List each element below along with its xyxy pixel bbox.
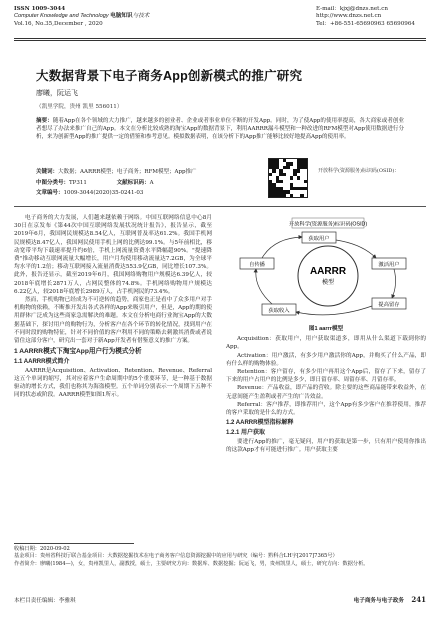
paper-title: 大数据背景下电子商务App创新模式的推广研究 [36, 69, 303, 83]
aarrr-center-label: AARRR [309, 266, 347, 277]
keywords-text: 大数据；AARRR模型；电子商务；RFM模型；App推广 [58, 169, 197, 175]
figure-caption: 图1 aarrr模型 [308, 326, 344, 332]
figure-top-label: 开放科学(资源服务)标识码(OSID) [288, 221, 368, 228]
arrow-ref-acq [262, 237, 302, 258]
footer-editor: 本栏目责任编辑：李雅琪 [14, 598, 76, 604]
aarrr-center-sublabel: 模型 [321, 280, 335, 286]
classification-line [36, 178, 182, 186]
header-rule [14, 38, 426, 39]
body-paragraph: 然而，手机购物已经成为不可逆转的趋势，商家也正是看中了众多用户对手机购物的依赖，不断推开发出各式各样的App来吸引用户，但是，App的期的使用群体广泛成为这些商家急需解决的难题。本文在分析电商行业淘宝App的大数据基础下，探讨用户的购物行为，分析客户在各个环节的转化情况，找到用户在不同时段的购物特征，针对不同价值的客户利用不同的策略去刺激其消费或者说留住这部分客户，研究出一套对于新App开发者有借鉴意义的推广方案。 [14, 297, 212, 345]
footnote-rule [14, 543, 134, 544]
journal-email: E-mail：kjxj@dnzs.net.cn [316, 6, 388, 12]
section-heading-1: 1 AARRR模式下淘宝App用户行为模式分析 [14, 348, 142, 356]
keywords-label: 关键词： [36, 169, 59, 175]
journal-contact [316, 6, 426, 28]
body-paragraph: Retention：客户留存，有多少用户再用这个App后，留存了下来，留存了下来的用户占用户的比例是多少，即日留存率、周留存率、月留存率。 [226, 369, 426, 384]
journal-header [14, 6, 426, 44]
left-column [14, 214, 212, 399]
footnote-fund: 基金项目：贵州省科技厅联合基金项目：大数据挖掘技术在电子商务客户信息资源挖掘中的应用与研究（编号：黔科合LH字[2017]7365号） [14, 553, 338, 560]
node-retention-label: 提高留存 [378, 302, 400, 308]
abstract-label: 摘要： [36, 118, 53, 124]
node-activation-label: 激活用户 [378, 262, 400, 268]
page-number: 241 [411, 595, 426, 604]
osid-qr-code [268, 158, 308, 198]
journal-info [14, 6, 149, 28]
footer-section: 电子商务与电子政务 [353, 598, 404, 604]
aarrr-diagram [232, 216, 422, 324]
body-paragraph: Referral：客户推荐，即推荐用户，这个App有多少客户在推荐使用，推荐的客户采取的是什么的方式。 [226, 401, 426, 417]
body-paragraph: Acquisition：获取用户，用户获取渠道多，即用从什么渠道下载到你的App。 [226, 336, 426, 351]
journal-name [14, 13, 149, 20]
arrow-act-ret [392, 269, 396, 298]
journal-name-cn2: 与技术 [132, 13, 150, 20]
section-heading-1-2: 1.2 AARRR模型指标解释 [226, 420, 294, 427]
osid-note: 开放科学(资源服务)标识码(OSID)： [318, 168, 400, 174]
abstract-text: 随着App在各个领域的大力推广，越来越多的创业者、企业或者事业单位不断的开发App。同时，为了使App的使用率提高，各大商家或者创业者想尽了办法来推广自己的App。本文在分析比较成熟的淘宝App的数据背景下，利用AARRR漏斗模型和一种改进的RFM模型对App使用数据进行分析，来为创新型App的推广提供一定的借鉴和参考意见。模拟数据表明，在该分析下的App推广能够比较好地提高App的使用率。 [36, 118, 404, 141]
section-heading-1-2-1: 1.2.1 用户获取 [226, 430, 266, 437]
right-column [226, 214, 426, 454]
article-number: 文章编号：1009-3044(2020)35-0241-03 [36, 190, 144, 196]
section-rule [14, 206, 426, 207]
arrow-rev-ref [256, 269, 272, 304]
figure-aarrr [232, 216, 422, 324]
footnote-author: 作者简介：廖曦(1984—)，女，贵州凯里人，副教授，硕士，主要研究方向：数据库、数据挖掘；阮运飞，男，贵州凯里人，硕士，研究方向：数据分析。 [14, 560, 369, 567]
volume-info: Vol.16, No.35,December , 2020 [14, 20, 103, 27]
arrow-ret-rev [296, 306, 372, 315]
section-heading-1-1: 1.1 AARRR模式简介 [14, 359, 70, 366]
node-revenue-label: 获取收入 [268, 308, 290, 314]
clc-code: 中图分类号：TP311 [36, 180, 87, 186]
journal-url: http://www.dnzs.net.cn [316, 13, 382, 20]
body-paragraph: AARRR是Acquisition、Activation、Retention、Revenue、Referral这五个单词的缩写，其对应着客户生命周期中的5个重要环节，是一种基于数据驱动的增长方式，我们也称其为海盗模型。五个单词分别表示一个周期下五种不同的状态或阶段。AARRR模型如图1所示。 [14, 367, 212, 399]
body-paragraph: Revenue：产品收益，即产品的营收。除主要的这些商品能带来收益外，在无意间能产生盈利或者产生的广告效益。 [226, 385, 426, 400]
journal-tel: Tel：+86-551-65690963 65690964 [316, 20, 415, 27]
paper-authors: 廖曦，阮运飞 [36, 89, 78, 97]
journal-name-en: Computer Knowledge and Technology [14, 13, 109, 20]
node-acquisition-label: 获取用户 [308, 236, 330, 242]
node-referral-label: 自传播 [249, 262, 265, 268]
doc-code: 文献标识码：A [116, 180, 154, 186]
journal-name-cn: 电脑知识 [110, 13, 133, 20]
body-paragraph: Activation：用户激活，有多少用户激活你的App，并购买了什么产品，即有什么样的购物体验。 [226, 352, 426, 367]
body-paragraph: 电子商务的大力发展，人们越来越依赖于网络。中国互联网络信息中心8月30日在京发布《第44次中国互联网络发展状况统计报告》，报告显示，截至2019年6月，我国网民规模达8.54亿人，互联网普及率达61.2%。我国手机网民规模达8.47亿人，我国网民使用手机上网的比例达99.1%。与5年前相比，移动宽带平均下载速率提升约6倍，手机上网流量资费水平降幅超90%。"提速降费"推动移动互联网流量大幅增长，用户月均使用移动流量达7.2GB，为全球平均水平的1.2倍；移动互联网接入流量消费达553.9亿GB，同比增长107.3%。此外，报告还显示，截至2019年6月，我国网络购物用户规模达6.39亿人，较2018年底增长2871万人，占网民整体的74.8%。手机网络购物用户规模达6.22亿人，较2018年底增长2989万人，占手机网民的73.4%。 [14, 215, 212, 295]
paper-affiliation: （凯里学院，贵州 凯里 556011） [36, 104, 123, 110]
footnotes [14, 546, 426, 568]
abstract [36, 117, 404, 142]
body-paragraph: 要进行App的推广，毫无疑问，用户的获取是第一步，只有用户使用你推出的这款App才有可能进行推广。用户获取主要 [226, 438, 426, 453]
keywords [36, 168, 197, 176]
header-rule-thin [14, 40, 426, 41]
footnote-received: 收稿日期：2020-09-02 [14, 546, 70, 552]
issn: ISSN 1009-3044 [14, 6, 66, 12]
